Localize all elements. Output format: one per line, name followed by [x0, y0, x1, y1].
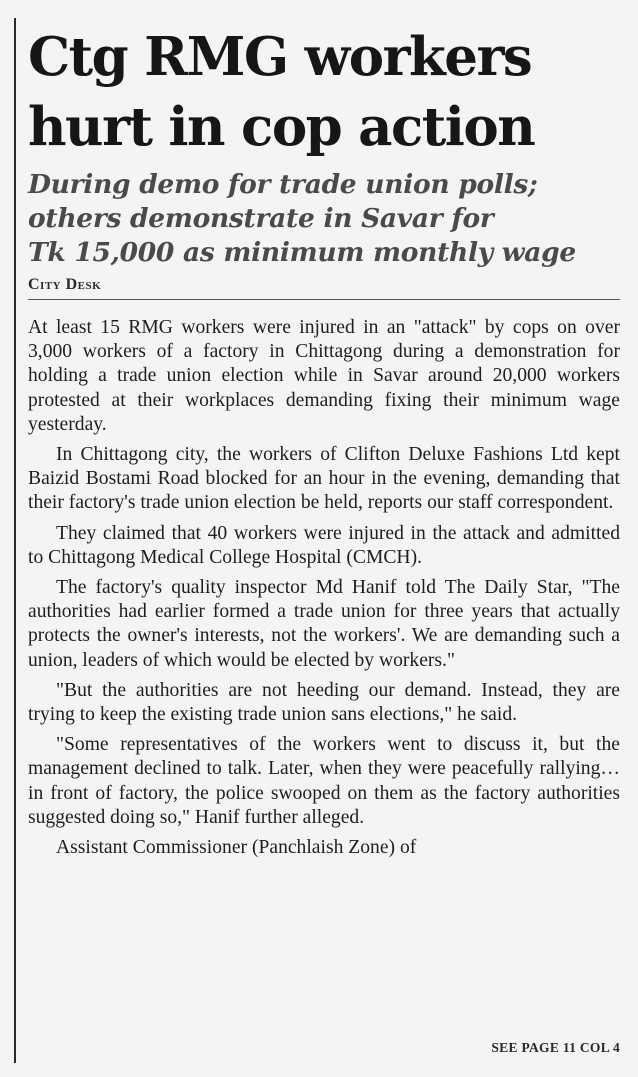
headline: [28, 22, 620, 162]
news-article: [28, 22, 620, 860]
subheadline-line: others demonstrate in Savar for: [28, 203, 494, 234]
body-paragraph: The factory's quality inspector Md Hanif told The Daily Star, "The authorities had earlier formed a trade union for three years that actually protects the owner's interests, not the workers'. We are demanding such a union, leaders of which would be elected by workers.": [28, 577, 620, 671]
body-paragraph: In Chittagong city, the workers of Clifton Deluxe Fashions Ltd kept Baizid Bostami Road blocked for an hour in the evening, demanding that their factory's trade union election be held, reports our staff correspondent.: [28, 444, 620, 514]
byline-desk: City Desk: [28, 276, 102, 293]
article-body: [28, 316, 620, 860]
subheadline-line: During demo for trade union polls;: [28, 169, 538, 200]
subheadline: [28, 168, 620, 270]
column-rule: [14, 18, 16, 1063]
subheadline-line: Tk 15,000 as minimum monthly wage: [28, 237, 576, 268]
body-paragraph: They claimed that 40 workers were injured in the attack and admitted to Chittagong Medical College Hospital (CMCH).: [28, 522, 620, 568]
body-paragraph: "Some representatives of the workers went to discuss it, but the management declined to talk. Later, when they were peacefully rallying…in front of factory, the police swooped on them as the factory authorities suggested doing so," Hanif further alleged.: [28, 734, 620, 828]
body-paragraph: Assistant Commissioner (Panchlaish Zone) of: [56, 837, 417, 859]
body-paragraph: "But the authorities are not heeding our demand. Instead, they are trying to keep the existing trade union sans elections," he said.: [28, 679, 620, 726]
headline-line: Ctg RMG workers: [28, 26, 532, 88]
body-paragraph: At least 15 RMG workers were injured in an "attack" by cops on over 3,000 workers of a factory in Chittagong during a demonstration for holding a trade union election while in Savar around 20,000 workers protested at their workplaces demanding fixing their minimum wage yesterday.: [28, 317, 620, 435]
headline-line: hurt in cop action: [28, 96, 535, 158]
byline-divider: [28, 299, 620, 300]
continuation-note: SEE PAGE 11 COL 4: [491, 1040, 620, 1055]
